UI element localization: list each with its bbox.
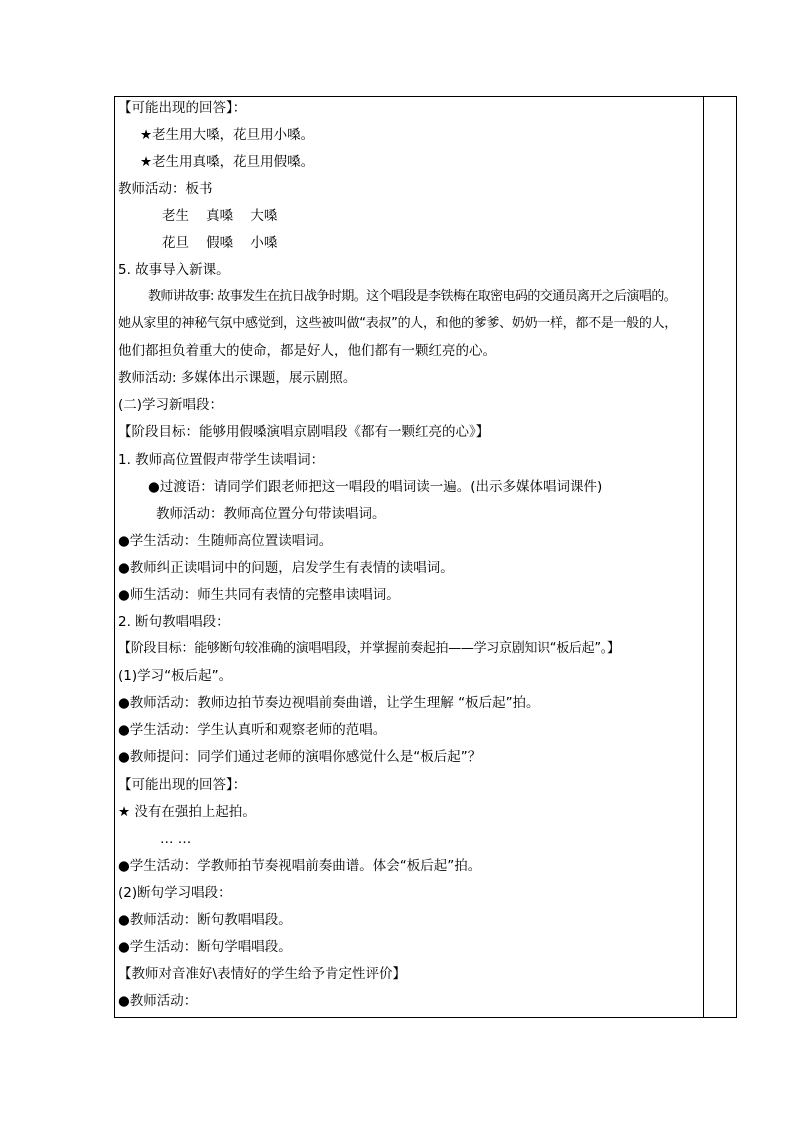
text-line: ●学生活动：学生认真听和观察老师的范唱。 xyxy=(118,722,387,738)
text-line: ●教师活动：教师边拍节奏边视唱前奏曲谱，让学生理解 “板后起”拍。 xyxy=(118,695,540,711)
text-line: 【可能出现的回答】： xyxy=(118,777,247,793)
text-line: ●学生活动：学教师拍节奏视唱前奏曲谱。体会“板后起”拍。 xyxy=(118,858,482,874)
text-line: … … xyxy=(160,831,192,847)
column-divider xyxy=(703,96,704,1018)
text-line: ●教师活动： xyxy=(118,993,198,1009)
text-line: 他们都担负着重大的使命，都是好人，他们都有一颗红亮的心。 xyxy=(118,343,496,359)
text-line: 【阶段目标：能够用假嗓演唱京剧唱段《都有一颗红亮的心》】 xyxy=(118,424,490,440)
text-line: 【教师对音准好\表情好的学生给予肯定性评价】 xyxy=(118,966,407,982)
text-line: 教师活动: 多媒体出示课题，展示剧照。 xyxy=(118,370,357,386)
text-line: ●师生活动：师生共同有表情的完整串读唱词。 xyxy=(118,587,400,603)
text-line: (1)学习“板后起”。 xyxy=(118,668,233,684)
text-line: 老生 真嗓 大嗓 xyxy=(162,208,278,224)
text-line: ●教师纠正读唱词中的问题，启发学生有表情的读唱词。 xyxy=(118,560,454,576)
text-line: ●教师活动：断句教唱唱段。 xyxy=(118,912,292,928)
text-line: ★老生用真嗓，花旦用假嗓。 xyxy=(140,154,315,170)
text-line: 教师活动：板书 xyxy=(118,181,213,197)
text-line: 教师活动：教师高位置分句带读唱词。 xyxy=(156,506,386,522)
text-line: ●学生活动：生随师高位置读唱词。 xyxy=(118,533,333,549)
text-line: ★老生用大嗓，花旦用小嗓。 xyxy=(140,127,315,143)
text-line: ★ 没有在强拍上起拍。 xyxy=(118,804,256,820)
text-line: 她从家里的神秘气氛中感觉到，这些被叫做“表叔”的人，和他的爹爹、奶奶一样，都不是一般的人， xyxy=(118,316,677,331)
text-line: 1. 教师高位置假声带学生读唱词： xyxy=(118,452,325,468)
text-line: ●学生活动：断句学唱唱段。 xyxy=(118,939,292,955)
text-line: ●过渡语：请同学们跟老师把这一唱段的唱词读一遍。(出示多媒体唱词课件) xyxy=(148,479,603,495)
text-line: 2. 断句教唱唱段： xyxy=(118,614,230,630)
text-line: 花旦 假嗓 小嗓 xyxy=(162,235,278,251)
text-line: 【阶段目标：能够断句较准确的演唱唱段，并掌握前奏起拍——学习京剧知识“板后起”。】 xyxy=(118,641,620,656)
text-line: (2)断句学习唱段： xyxy=(118,885,232,901)
text-line: (二)学习新唱段： xyxy=(118,397,224,413)
text-line: ●教师提问：同学们通过老师的演唱你感觉什么是“板后起”？ xyxy=(118,749,482,765)
text-line: 5. 故事导入新课。 xyxy=(118,262,230,278)
text-line: 【可能出现的回答】： xyxy=(118,100,247,116)
text-line: 教师讲故事: 故事发生在抗日战争时期。这个唱段是李铁梅在取密电码的交通员离开之后演唱的。 xyxy=(148,289,677,304)
